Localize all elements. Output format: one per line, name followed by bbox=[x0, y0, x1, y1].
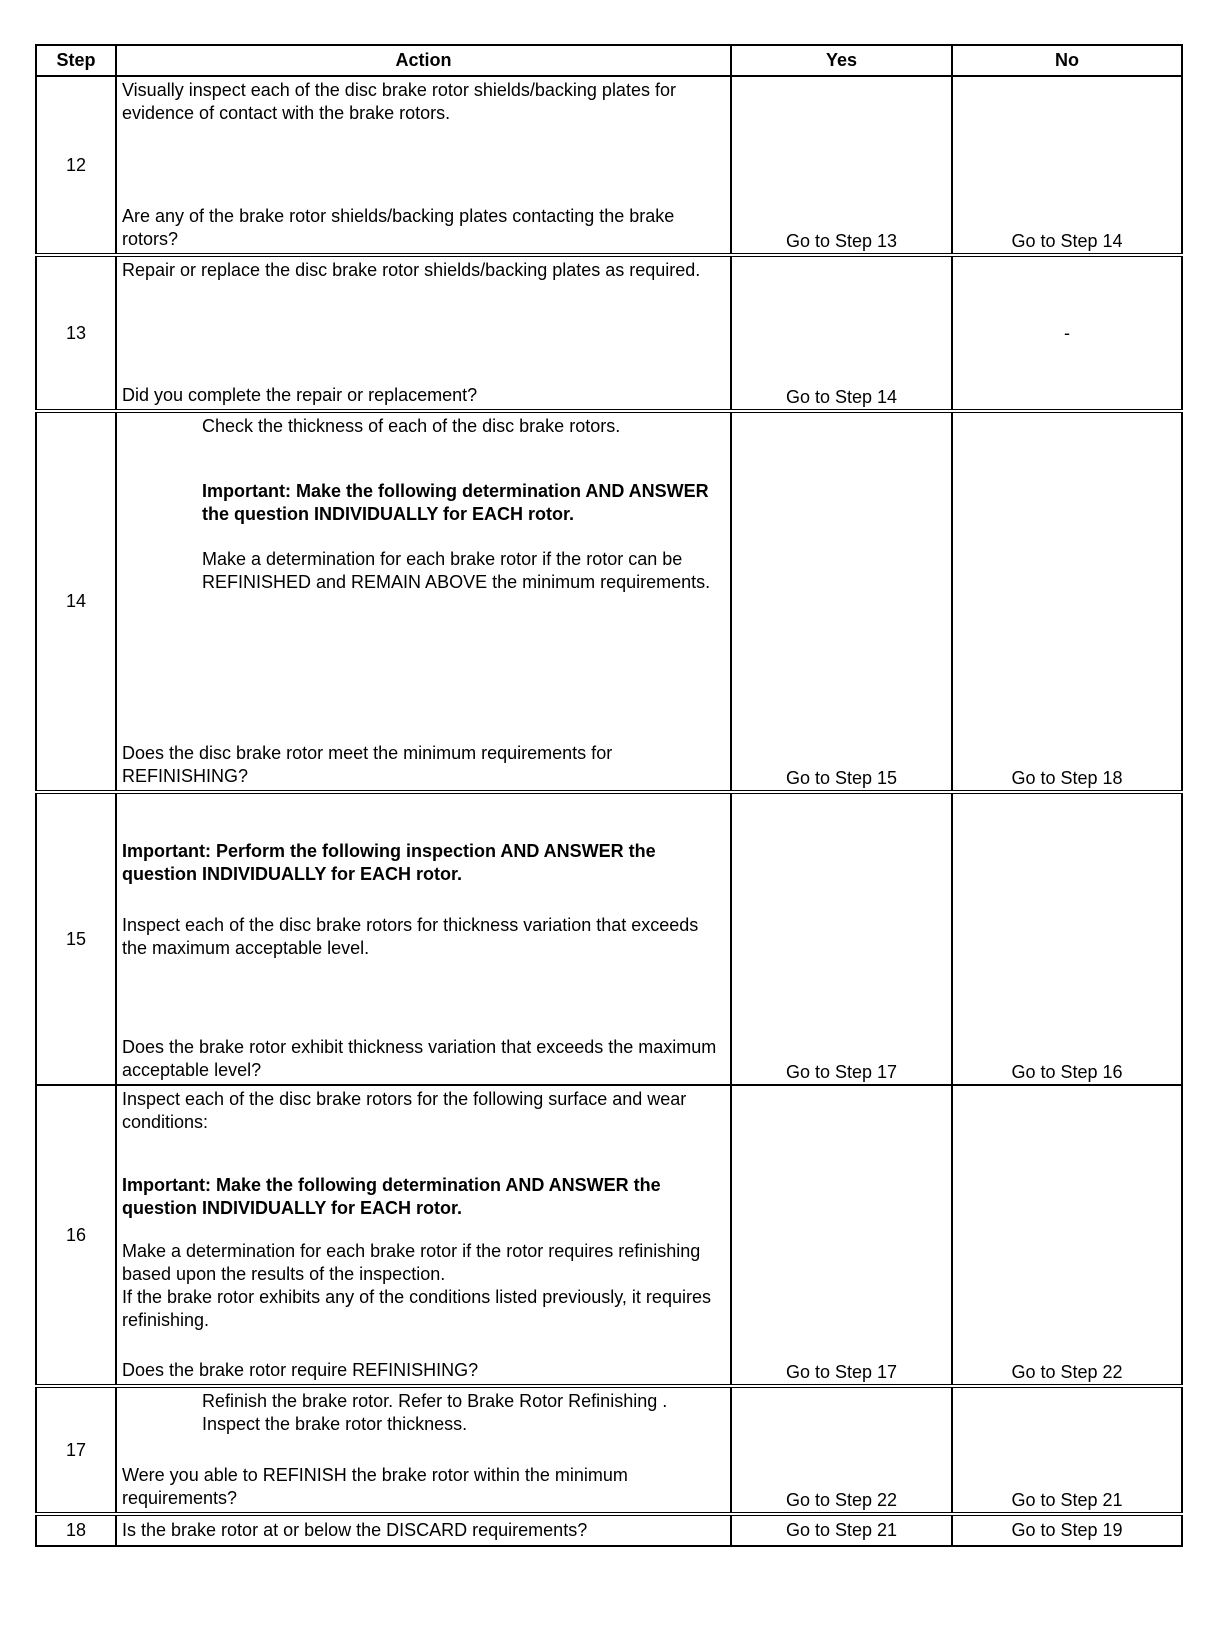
action-important: Important: Perform the following inspection AND ANSWER the question INDIVIDUALLY for EACH rotor. bbox=[122, 841, 656, 884]
action-intro-2: Inspect the brake rotor thickness. bbox=[202, 1414, 468, 1434]
header-row bbox=[36, 45, 1182, 76]
step-row-15 bbox=[36, 792, 1182, 1085]
action-important: Important: Make the following determination AND ANSWER the question INDIVIDUALLY for EACH rotor. bbox=[202, 481, 709, 524]
diagnostic-table bbox=[35, 44, 1183, 1547]
action-question: Did you complete the repair or replacement? bbox=[122, 385, 478, 405]
step-row-13 bbox=[36, 255, 1182, 411]
yes-link[interactable]: Go to Step 17 bbox=[731, 1085, 952, 1386]
no-link[interactable]: Go to Step 19 bbox=[952, 1514, 1182, 1546]
step-number: 17 bbox=[36, 1386, 116, 1514]
action-intro: Inspect each of the disc brake rotors for the following surface and wear conditions: bbox=[122, 1089, 687, 1132]
action-question: Were you able to REFINISH the brake rotor within the minimum requirements? bbox=[122, 1465, 628, 1508]
action-important: Important: Make the following determination AND ANSWER the question INDIVIDUALLY for EACH rotor. bbox=[122, 1175, 661, 1218]
no-link: - bbox=[952, 255, 1182, 411]
action-question: Does the disc brake rotor meet the minimum requirements for REFINISHING? bbox=[122, 743, 613, 786]
no-link[interactable]: Go to Step 16 bbox=[952, 792, 1182, 1085]
step-action bbox=[116, 792, 731, 1085]
action-question: Are any of the brake rotor shields/backing plates contacting the brake rotors? bbox=[122, 206, 675, 249]
action-detail: Make a determination for each brake rotor if the rotor can be REFINISHED and REMAIN ABOVE the minimum requirements. bbox=[202, 549, 711, 592]
header-step: Step bbox=[36, 45, 116, 76]
step-action bbox=[116, 255, 731, 411]
action-detail-2: If the brake rotor exhibits any of the conditions listed previously, it requires refinishing. bbox=[122, 1287, 711, 1330]
action-intro: Repair or replace the disc brake rotor shields/backing plates as required. bbox=[122, 260, 701, 280]
step-row-12 bbox=[36, 76, 1182, 255]
yes-link[interactable]: Go to Step 14 bbox=[731, 255, 952, 411]
header-no: No bbox=[952, 45, 1182, 76]
yes-link[interactable]: Go to Step 22 bbox=[731, 1386, 952, 1514]
step-number: 16 bbox=[36, 1085, 116, 1386]
step-action bbox=[116, 1085, 731, 1386]
step-number: 12 bbox=[36, 76, 116, 255]
step-row-17 bbox=[36, 1386, 1182, 1514]
yes-link[interactable]: Go to Step 15 bbox=[731, 411, 952, 792]
no-link[interactable]: Go to Step 18 bbox=[952, 411, 1182, 792]
header-yes: Yes bbox=[731, 45, 952, 76]
no-link[interactable]: Go to Step 22 bbox=[952, 1085, 1182, 1386]
step-action bbox=[116, 1386, 731, 1514]
action-intro: Visually inspect each of the disc brake rotor shields/backing plates for evidence of contact with the brake rotors. bbox=[122, 80, 676, 123]
action-question: Does the brake rotor exhibit thickness variation that exceeds the maximum acceptable level? bbox=[122, 1037, 717, 1080]
step-row-16 bbox=[36, 1085, 1182, 1386]
step-number: 13 bbox=[36, 255, 116, 411]
action-question: Does the brake rotor require REFINISHING? bbox=[122, 1360, 479, 1380]
step-number: 15 bbox=[36, 792, 116, 1085]
yes-link[interactable]: Go to Step 21 bbox=[731, 1514, 952, 1546]
action-question: Is the brake rotor at or below the DISCARD requirements? bbox=[116, 1514, 731, 1546]
yes-link[interactable]: Go to Step 17 bbox=[731, 792, 952, 1085]
action-detail: Inspect each of the disc brake rotors for thickness variation that exceeds the maximum acceptable level. bbox=[122, 915, 699, 958]
step-number: 18 bbox=[36, 1514, 116, 1546]
step-action bbox=[116, 411, 731, 792]
step-action bbox=[116, 76, 731, 255]
step-row-14 bbox=[36, 411, 1182, 792]
no-link[interactable]: Go to Step 14 bbox=[952, 76, 1182, 255]
no-link[interactable]: Go to Step 21 bbox=[952, 1386, 1182, 1514]
yes-link[interactable]: Go to Step 13 bbox=[731, 76, 952, 255]
action-detail: Make a determination for each brake rotor if the rotor requires refinishing based upon the results of the inspection. bbox=[122, 1241, 701, 1284]
header-action: Action bbox=[116, 45, 731, 76]
step-row-18 bbox=[36, 1514, 1182, 1546]
action-intro: Check the thickness of each of the disc brake rotors. bbox=[202, 416, 621, 436]
step-number: 14 bbox=[36, 411, 116, 792]
action-intro: Refinish the brake rotor. Refer to Brake Rotor Refinishing . bbox=[202, 1391, 668, 1411]
